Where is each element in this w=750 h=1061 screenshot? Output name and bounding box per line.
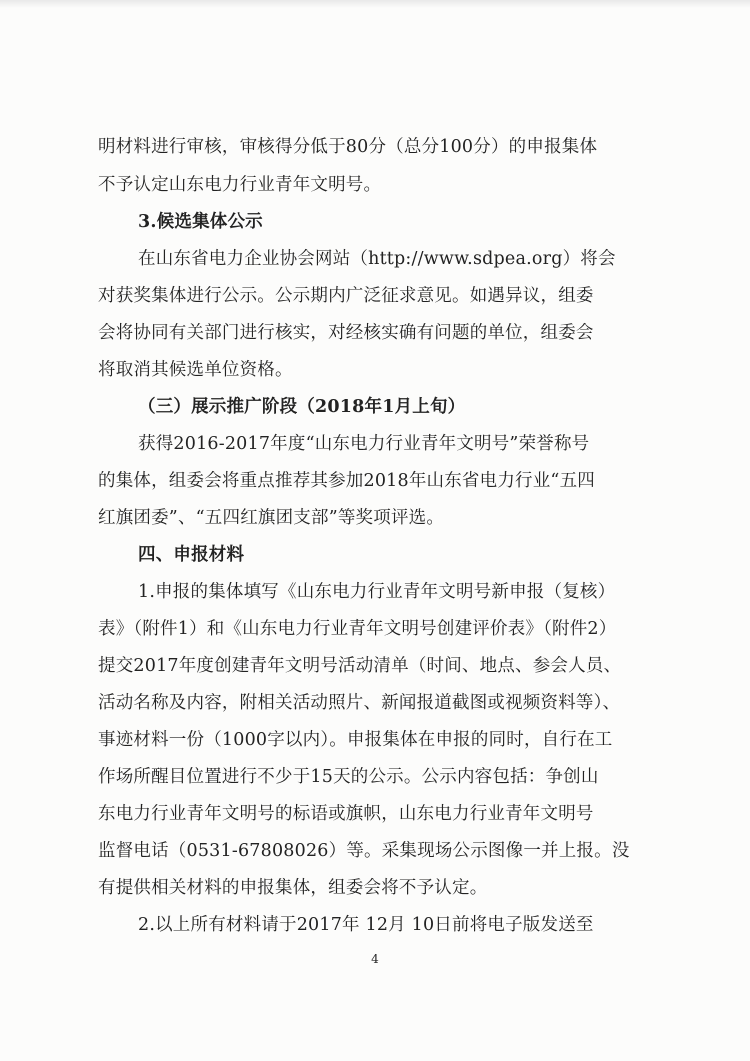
body-line: 表》（附件1）和《山东电力行业青年文明号创建评价表》（附件2） [98, 619, 617, 639]
body-line: 2.以上所有材料请于2017年 12月 10日前将电子版发送至 [138, 915, 594, 935]
body-line: 提交2017年度创建青年文明号活动清单（时间、地点、参会人员、 [98, 656, 622, 676]
scan-shadow [0, 0, 750, 8]
body-line: 红旗团委”、“五四红旗团支部”等奖项评选。 [98, 508, 445, 528]
body-line: 事迹材料一份（1000字以内）。申报集体在申报的同时，自行在工 [98, 730, 613, 750]
body-line: 有提供相关材料的申报集体，组委会将不予认定。 [98, 878, 488, 898]
body-line: 明材料进行审核，审核得分低于80分（总分100分）的申报集体 [98, 137, 598, 157]
body-line: 不予认定山东电力行业青年文明号。 [98, 175, 382, 195]
page-number: 4 [371, 952, 379, 966]
body-line: 作场所醒目位置进行不少于15天的公示。公示内容包括：争创山 [98, 767, 599, 787]
body-line: 活动名称及内容，附相关活动照片、新闻报道截图或视频资料等）、 [98, 693, 621, 713]
body-line: 将取消其候选单位资格。 [98, 360, 293, 380]
section-heading: （三）展示推广阶段（2018年1月上旬） [138, 397, 466, 417]
body-line: 在山东省电力企业协会网站（http://www.sdpea.org）将会 [138, 249, 616, 269]
section-heading: 四、申报材料 [138, 545, 245, 565]
body-line: 对获奖集体进行公示。公示期内广泛征求意见。如遇异议，组委 [98, 286, 594, 306]
body-line: 监督电话（0531-67808026）等。采集现场公示图像一并上报。没 [98, 841, 630, 861]
body-line: 东电力行业青年文明号的标语或旗帜，山东电力行业青年文明号 [98, 804, 594, 824]
body-line: 获得2016-2017年度“山东电力行业青年文明号”荣誉称号 [138, 434, 590, 454]
section-heading: 3.候选集体公示 [138, 212, 263, 232]
body-line: 1.申报的集体填写《山东电力行业青年文明号新申报（复核） [138, 582, 616, 602]
body-line: 会将协同有关部门进行核实，对经核实确有问题的单位，组委会 [98, 323, 594, 343]
body-line: 的集体，组委会将重点推荐其参加2018年山东省电力行业“五四 [98, 471, 595, 491]
